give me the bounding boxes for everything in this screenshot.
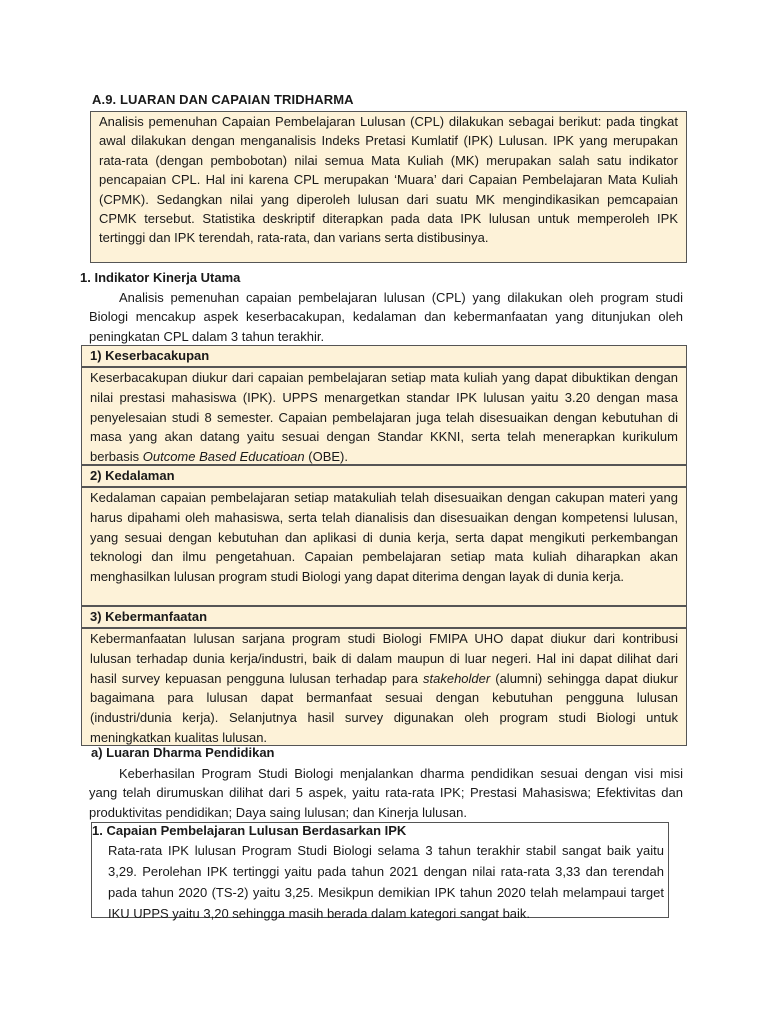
ipk-text: Rata-rata IPK lulusan Program Studi Biologi selama 3 tahun terakhir stabil sangat baik yaitu 3,29. Perolehan IPK tertinggi yaitu pada tahun 2021 dengan nilai rata-rata 3,33 dan terendah pada tahun 2020 (TS-2) yaitu 3,25. Mesikpun demikian IPK tahun 2020 telah melampaui target IKU UPPS yaitu 3,20 sehingga masih berada dalam kategori sangat baik. (108, 843, 664, 921)
keserbacakupan-text: Keserbacakupan diukur dari capaian pembelajaran setiap mata kuliah yang dapat dibuktikan dengan nilai prestasi mahasiswa (IPK). UPPS menargetkan standar IPK lulusan yaitu 3.20 dengan masa penyelesaian studi 8 semester. Capaian pembelajaran juga telah disesuaikan dengan kebutuhan di masa yang akan datang yaitu sesuai dengan Standar KKNI, serta telah menerapkan kurikulum berbasis (90, 370, 678, 465)
kebermanfaatan-text: Kebermanfaatan lulusan sarjana program studi Biologi FMIPA UHO dapat diukur dari kontribusi lulusan terhadap dunia kerja/industri, baik di dalam maupun di luar negeri. Hal ini dapat dilihat dari hasil survey kepuasan pengguna lulusan terhadap para (90, 631, 678, 686)
luaran-paragraph: Keberhasilan Program Studi Biologi menjalankan dharma pendidikan sesuai dengan visi misi yang telah dirumuskan dilihat dari 5 aspek, yaitu rata-rata IPK; Prestasi Mahasiswa; Efektivitas dan produktivitas pendidikan; Daya saing lulusan; dan Kinerja lulusan. (89, 766, 683, 820)
kebermanfaatan-body (81, 628, 687, 746)
kedalaman-body (81, 487, 687, 606)
kebermanfaatan-heading: 3) Kebermanfaatan (81, 606, 687, 628)
kebermanfaatan-text-end: (alumni) sehingga dapat diukur bagaimana para lulusan dapat bermanfaat sesuai dengan kebutuhan pengguna lulusan (industri/dunia kerja). Selanjutnya hasil survey digunakan oleh program studi Biologi untuk meningkatkan kualitas lulusan. (90, 670, 678, 745)
intro-box (90, 111, 687, 263)
intro-text: Analisis pemenuhan Capaian Pembelajaran Lulusan (CPL) dilakukan sebagai berikut: pada tingkat awal dilakukan dengan menganalisis Indeks Pretasi Kumlatif (IPK) Lulusan. IPK yang merupakan rata-rata (dengan pembobotan) nilai semua Mata Kuliah (MK) merupakan salah satu indikator pencapaian CPL. Hal ini karena CPL merupakan ‘Muara’ dari Capaian Pembelajaran Mata Kuliah (CPMK). Sedangkan nilai yang diperoleh lulusan dari suatu MK mengindikasikan pemcapaian CPMK tersebut. Statistika deskriptif diterapkan pada data IPK lulusan untuk memperoleh IPK tertinggi dan IPK terendah, rata-rata, dan varians serta distibusinya. (99, 114, 678, 246)
ipk-heading: 1. Capaian Pembelajaran Lulusan Berdasarkan IPK (92, 823, 407, 838)
luaran-heading: a) Luaran Dharma Pendidikan (91, 745, 275, 760)
indikator-heading: 1. Indikator Kinerja Utama (80, 270, 241, 285)
kedalaman-heading: 2) Kedalaman (81, 465, 687, 487)
kebermanfaatan-italic: stakeholder (423, 670, 491, 686)
keserbacakupan-text-end: (OBE). (304, 449, 348, 465)
keserbacakupan-heading: 1) Keserbacakupan (81, 345, 687, 367)
ipk-box (91, 822, 669, 921)
kedalaman-text: Kedalaman capaian pembelajaran setiap matakuliah telah disesuaikan dengan cakupan materi yang harus dipahami oleh mahasiswa, serta telah dianalisis dan disesuaikan dengan kompetensi lulusan, yang sesuai dengan kebutuhan dan aplikasi di dunia kerja, serta dapat mengikuti perkembangan teknologi dan ilmu pengetahuan. Capaian pembelajaran setiap mata kuliah diharapkan akan menghasilkan lulusan program studi Biologi yang dapat diterima dengan layak di dunia kerja. (90, 490, 678, 585)
section-title: A.9. LUARAN DAN CAPAIAN TRIDHARMA (92, 92, 354, 107)
indikator-paragraph: Analisis pemenuhan capaian pembelajaran lulusan (CPL) yang dilakukan oleh program studi Biologi mencakup aspek keserbacakupan, kedalaman dan kebermanfaatan yang ditunjukan oleh peningkatan CPL dalam 3 tahun terakhir. (89, 290, 683, 344)
keserbacakupan-body (81, 367, 687, 465)
keserbacakupan-italic: Outcome Based Educatioan (142, 449, 305, 465)
